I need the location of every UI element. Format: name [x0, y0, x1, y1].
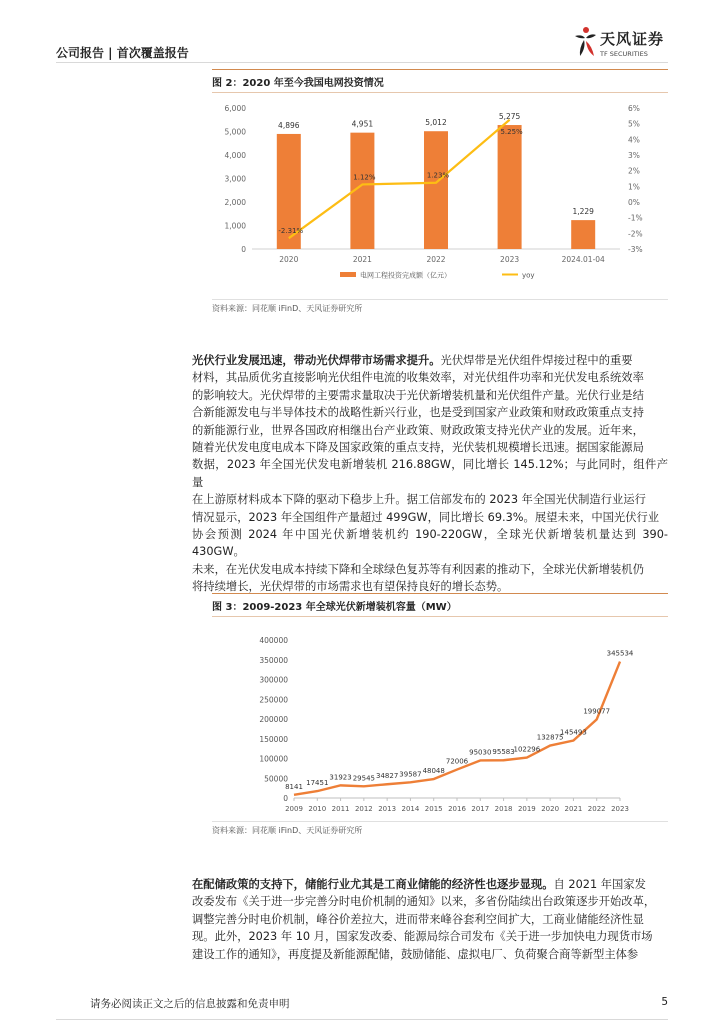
paragraph2-lead: 在配储政策的支持下，储能行业尤其是工商业储能的经济性也逐步显现。 — [192, 878, 554, 891]
y-tick-label: 300000 — [259, 675, 288, 685]
y2-tick-label: -1% — [628, 213, 643, 223]
paragraph1-line: 在上游原材料成本下降的驱动下稳步上升。据工信部发布的 2023 年全国光伏制造行业运行 — [192, 493, 646, 507]
x-tick-label: 2022 — [426, 255, 446, 264]
x-tick-label: 2013 — [378, 805, 397, 813]
data-label: 29545 — [352, 774, 375, 783]
data-label: 145493 — [560, 728, 587, 737]
bar-data-label: 1,229 — [572, 207, 594, 217]
x-tick-label: 2018 — [494, 805, 513, 813]
paragraph2-line: 现。此外，2023 年 10 月，国家发改委、能源局综合司发布《关于进一步加快电力现货市场 — [192, 930, 653, 944]
y2-tick-label: 6% — [628, 104, 640, 113]
x-tick-label: 2023 — [611, 805, 629, 813]
paragraph2-line: 建设工作的通知》，再度提及新能源配储，鼓励储能、虚拟电厂、负荷聚合商等新型主体参 — [192, 947, 639, 961]
x-tick-label: 2015 — [424, 805, 443, 813]
figure2-title: 图 2：2020 年至今我国电网投资情况 — [212, 78, 384, 89]
x-tick-label: 2016 — [448, 805, 466, 813]
y-tick-label: 1,000 — [224, 221, 246, 231]
bar-data-label: 4,896 — [278, 120, 300, 130]
data-label: 34827 — [376, 772, 399, 781]
data-label: 95030 — [469, 748, 492, 757]
yoy-line — [289, 120, 510, 238]
logo-mark-icon — [572, 26, 598, 60]
paragraph-energy-storage — [192, 876, 668, 963]
paragraph1-line: 的新能源行业，世界各国政府相继出台产业政策、财政政策支持光伏产业的发展。近年来， — [192, 423, 644, 437]
x-tick-label: 2023 — [500, 255, 520, 264]
paragraph-pv-industry — [192, 352, 668, 596]
yoy-data-label: 5.25% — [500, 127, 523, 136]
data-label: 39587 — [399, 770, 422, 779]
legend-bar-label: 电网工程投资完成额（亿元） — [360, 271, 451, 280]
y-tick-label: 100000 — [259, 754, 288, 764]
x-tick-label: 2011 — [331, 805, 350, 813]
y2-tick-label: -2% — [628, 229, 643, 239]
data-label: 199077 — [583, 707, 611, 716]
x-tick-label: 2020 — [541, 805, 560, 813]
paragraph2-line: 改委发布《关于进一步完善分时电价机制的通知》以来，多省份陆续出台政策逐步开始改革， — [192, 895, 656, 909]
data-label: 102296 — [513, 745, 541, 754]
data-label: 95583 — [492, 748, 515, 757]
paragraph1-line: 合新能源发电与半导体技术的战略性新兴行业，也是受到国家产业政策和财政政策重点支持 — [192, 406, 644, 420]
bar-data-label: 4,951 — [351, 119, 374, 129]
y-tick-label: 50000 — [264, 774, 288, 784]
paragraph1-line: 将持续增长，光伏焊带的市场需求也有望保持良好的增长态势。 — [192, 580, 509, 594]
data-label: 31923 — [329, 773, 352, 782]
figure3-bottom-rule — [212, 821, 668, 822]
header-divider — [56, 62, 668, 63]
footer-divider — [56, 1019, 668, 1020]
x-tick-label: 2021 — [564, 805, 583, 813]
paragraph1-line: 协会预测 2024 年中国光伏新增装机约 190-220GW，全球光伏新增装机量达到 390-430GW。 — [192, 528, 668, 559]
x-tick-label: 2022 — [587, 805, 606, 813]
figure2-title-rule — [212, 92, 668, 93]
figure2-source: 资料来源：同花顺 iFinD、天风证券研究所 — [212, 304, 363, 313]
yoy-data-label: -2.31% — [278, 227, 304, 236]
figure2-bottom-rule — [212, 299, 668, 300]
paragraph1-line: 材料，其品质优劣直接影响光伏组件电流的收集效率，对光伏组件功率和光伏发电系统效率 — [192, 371, 644, 385]
logo-text-cn: 天风证券 — [600, 30, 665, 48]
y-tick-label: 6,000 — [224, 104, 246, 113]
y-tick-label: 150000 — [259, 734, 288, 744]
bar — [424, 131, 448, 249]
y-tick-label: 4,000 — [224, 151, 246, 160]
x-tick-label: 2017 — [471, 805, 490, 813]
y-tick-label: 400000 — [259, 636, 288, 645]
figure2-top-rule — [212, 69, 668, 70]
y2-tick-label: 4% — [628, 135, 640, 145]
y-tick-label: 3,000 — [224, 174, 246, 184]
page-number: 5 — [661, 996, 668, 1008]
paragraph1-line: 光伏焊带是光伏组件焊接过程中的重要 — [440, 354, 633, 367]
data-label: 48048 — [422, 767, 445, 776]
y-tick-label: 250000 — [259, 695, 288, 705]
yoy-data-label: 1.23% — [426, 171, 450, 180]
bar-data-label: 5,275 — [498, 112, 521, 122]
paragraph1-line: 的影响较大。光伏焊带的主要需求量取决于光伏新增装机量和光伏组件产量。光伏行业是结 — [192, 388, 644, 402]
company-logo — [572, 26, 682, 62]
y2-tick-label: 2% — [628, 166, 640, 176]
data-label: 132875 — [536, 733, 564, 742]
figure3-top-rule — [212, 593, 668, 594]
x-tick-label: 2021 — [352, 255, 372, 264]
x-tick-label: 2010 — [308, 805, 327, 813]
data-label: 17451 — [306, 779, 329, 788]
y2-tick-label: 3% — [628, 151, 640, 160]
y2-tick-label: 0% — [628, 198, 640, 207]
x-tick-label: 2014 — [401, 805, 420, 813]
paragraph2-line: 调整完善分时电价机制，峰谷价差拉大，进而带来峰谷套利空间扩大，工商业储能经济性显 — [192, 912, 644, 926]
logo-text-en: TF SECURITIES — [600, 50, 648, 58]
legend-line-label: yoy — [522, 271, 535, 280]
y2-tick-label: -3% — [628, 245, 643, 254]
x-tick-label: 2020 — [279, 255, 299, 264]
paragraph1-line: 未来，在光伏发电成本持续下降和全球绿色复苏等有利因素的推动下，全球光伏新增装机仍 — [192, 562, 644, 576]
x-tick-label: 2019 — [517, 805, 536, 813]
x-tick-label: 2024.01-04 — [561, 255, 605, 264]
figure3-title-rule — [212, 616, 668, 617]
footer-disclaimer: 请务必阅读正文之后的信息披露和免责申明 — [90, 998, 290, 1010]
bar — [571, 220, 595, 249]
header-report-type: 公司报告 | 首次覆盖报告 — [56, 46, 189, 60]
y-tick-label: 2,000 — [224, 198, 246, 207]
figure3-source: 资料来源：同花顺 iFinD、天风证券研究所 — [212, 826, 363, 835]
data-label: 72006 — [445, 757, 469, 766]
grid-investment-chart — [212, 96, 668, 296]
y-tick-label: 5,000 — [224, 127, 246, 137]
global-pv-installation-chart — [212, 620, 668, 818]
x-tick-label: 2012 — [354, 805, 373, 813]
paragraph1-line: 数据，2023 年全国光伏发电新增装机 216.88GW，同比增长 145.12%；与此同时，组件产量 — [192, 458, 668, 489]
data-label: 8141 — [285, 782, 303, 791]
y-tick-label: 200000 — [259, 715, 288, 724]
legend-bar-swatch — [340, 272, 356, 277]
data-label: 345534 — [606, 649, 634, 658]
paragraph1-lead: 光伏行业发展迅速，带动光伏焊带市场需求提升。 — [192, 354, 441, 367]
paragraph2-line: 自 2021 年国家发 — [553, 878, 646, 891]
bar — [498, 125, 522, 249]
paragraph1-line: 情况显示，2023 年全国组件产量超过 499GW，同比增长 69.3%。展望未来，中国光伏行业 — [192, 510, 660, 524]
paragraph1-line: 随着光伏发电度电成本下降及国家政策的重点支持，光伏装机规模增长迅速。据国家能源局 — [192, 441, 644, 455]
figure3-title: 图 3：2009-2023 年全球光伏新增装机容量（MW） — [212, 602, 457, 613]
bar-data-label: 5,012 — [425, 118, 447, 128]
y-tick-label: 0 — [283, 794, 288, 803]
y-tick-label: 350000 — [259, 655, 288, 665]
yoy-data-label: 1.12% — [353, 173, 376, 182]
y2-tick-label: 5% — [628, 119, 640, 129]
x-tick-label: 2009 — [285, 805, 303, 813]
y2-tick-label: 1% — [628, 182, 640, 192]
y-tick-label: 0 — [241, 245, 246, 254]
